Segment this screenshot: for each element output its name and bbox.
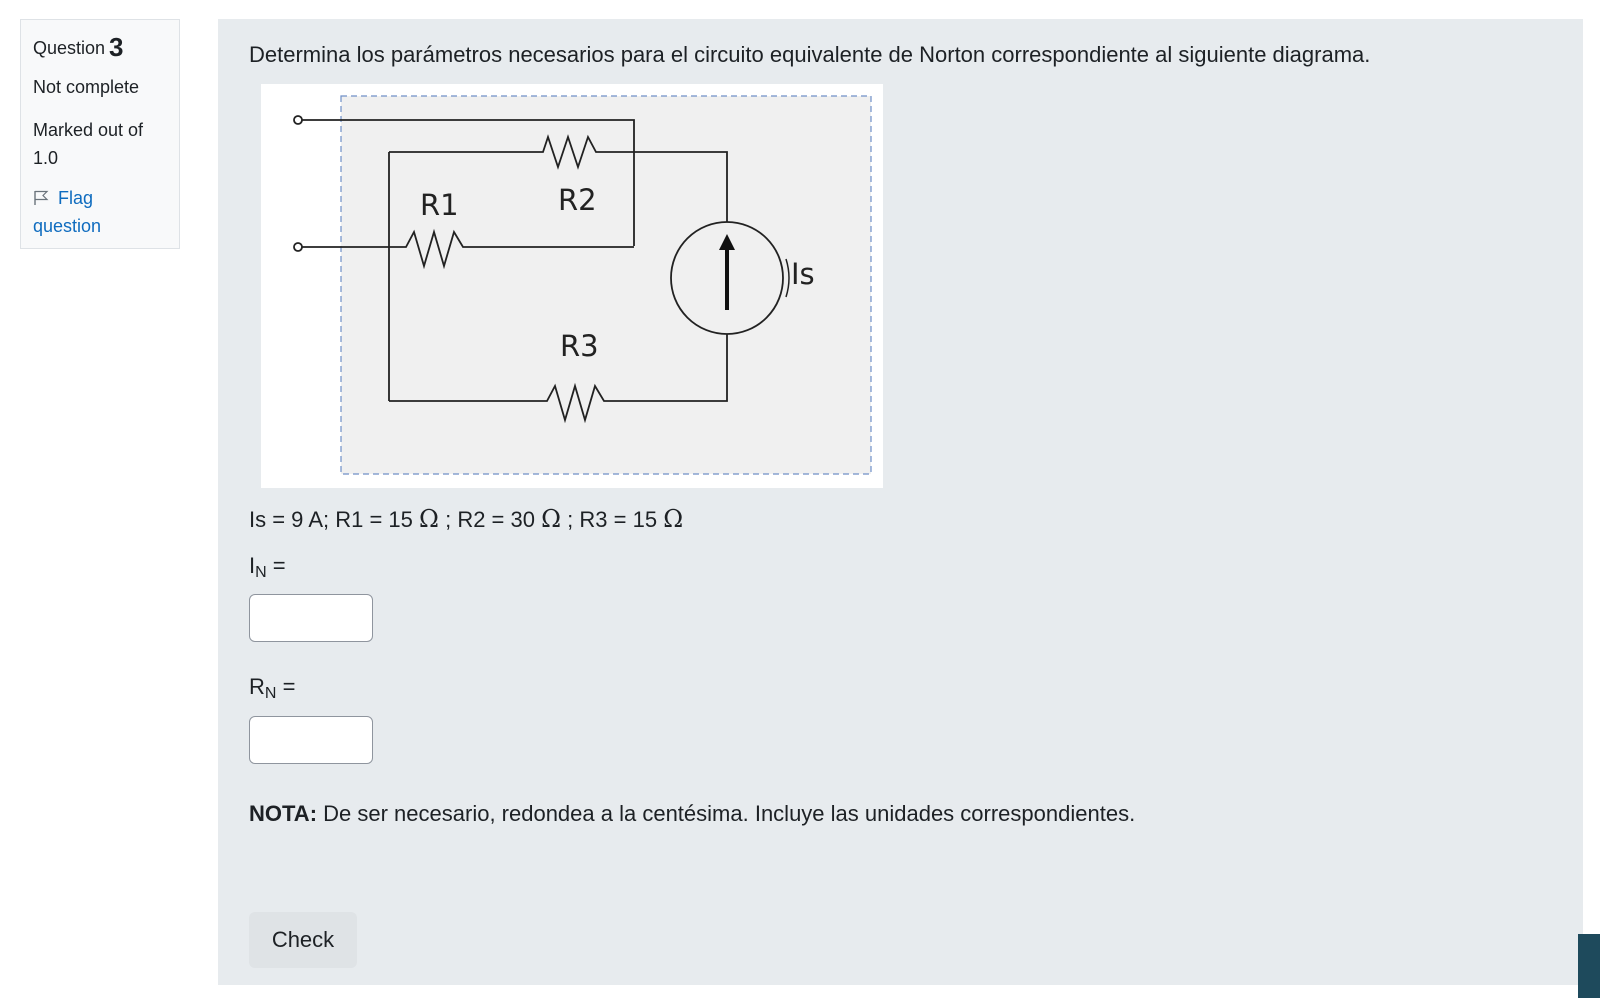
in-label-main: I xyxy=(249,553,256,578)
ohm-symbol: Ω xyxy=(541,505,562,533)
flag-question-link[interactable] xyxy=(33,184,167,240)
ohm-symbol: Ω xyxy=(419,505,439,533)
rn-answer-input[interactable] xyxy=(249,716,373,764)
separator: ; xyxy=(567,507,574,532)
param-is: Is = 9 A; xyxy=(249,507,330,532)
terminal-b xyxy=(294,243,302,251)
rn-label xyxy=(249,674,295,703)
flag-label-line1[interactable]: Flag xyxy=(58,188,94,208)
rn-label-sub: N xyxy=(264,685,277,702)
question-info-panel xyxy=(20,19,180,249)
in-label-eq: = xyxy=(266,553,286,578)
r3-label: R3 xyxy=(560,329,599,363)
question-number xyxy=(33,32,167,63)
nota-text xyxy=(249,801,1135,827)
rn-label-eq: = xyxy=(276,674,296,699)
grade-value: 1.0 xyxy=(33,148,59,168)
rn-label-main: R xyxy=(249,674,265,699)
question-grade xyxy=(33,116,167,172)
question-number-value: 3 xyxy=(109,32,124,62)
ohm-symbol: Ω xyxy=(663,505,684,533)
question-word: Question xyxy=(33,38,106,58)
question-content xyxy=(218,19,1583,985)
in-label xyxy=(249,553,286,582)
circuit-parameters xyxy=(249,505,683,533)
flag-icon[interactable] xyxy=(33,188,58,208)
source-label: Is xyxy=(791,257,815,291)
question-state: Not complete xyxy=(33,77,140,97)
question-text: Determina los parámetros necesarios para el circuito equivalente de Norton correspondiente al siguiente diagrama. xyxy=(249,42,1371,67)
param-r1: R1 = 15 xyxy=(335,507,413,532)
grade-text: Marked out of xyxy=(33,120,144,140)
edge-tab[interactable] xyxy=(1578,934,1600,998)
in-label-sub: N xyxy=(255,564,267,581)
nota-label: NOTA: xyxy=(249,801,318,826)
param-r3: R3 = 15 xyxy=(579,507,658,532)
circuit-diagram xyxy=(261,84,883,488)
check-button[interactable]: Check xyxy=(249,912,357,968)
flag-label-line2[interactable]: question xyxy=(33,216,102,236)
nota-body: De ser necesario, redondea a la centésima. Incluye las unidades correspondientes. xyxy=(317,801,1136,826)
r2-label: R2 xyxy=(558,183,597,217)
terminal-a xyxy=(294,116,302,124)
param-r2: R2 = 30 xyxy=(457,507,535,532)
in-answer-input[interactable] xyxy=(249,594,373,642)
r1-label: R1 xyxy=(420,188,459,222)
separator: ; xyxy=(445,507,452,532)
